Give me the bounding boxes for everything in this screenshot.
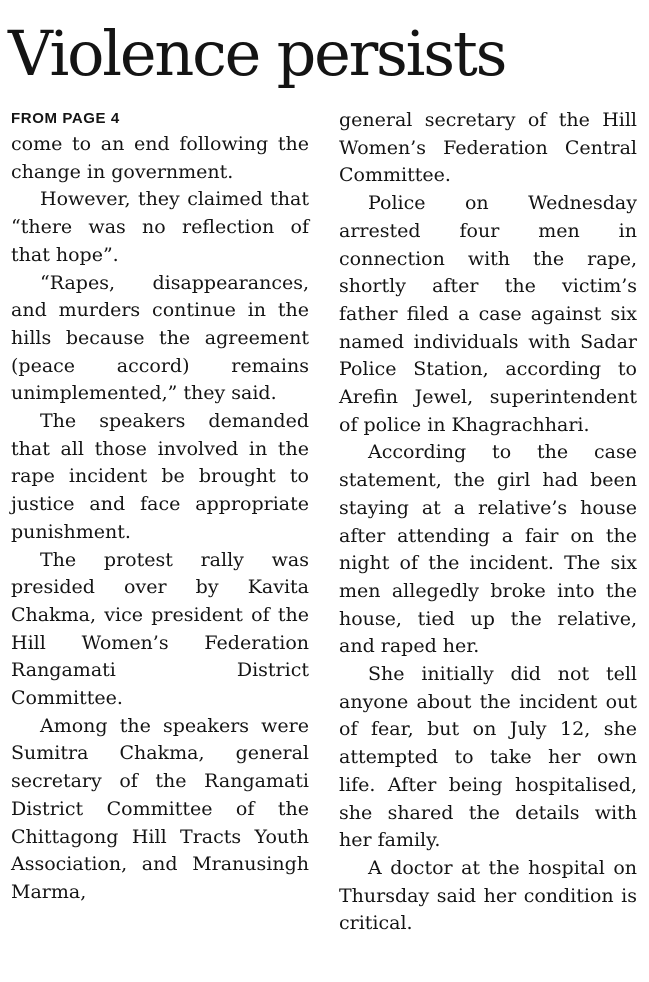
paragraph: The protest rally was presided over by Kavita Chakma, vice president of the Hill Women’s Federation Rangamati District Committee. — [11, 548, 309, 710]
paragraph: Among the speakers were Sumitra Chakma, general secretary of the Rangamati District Committee of the Chittagong Hill Tracts Youth Association, and Mranusingh Marma, — [11, 714, 309, 903]
headline: Violence persists — [8, 17, 506, 90]
paragraph: The speakers demanded that all those involved in the rape incident be brought to justice and face appropriate punishment. — [11, 410, 309, 543]
paragraph: come to an end following the change in government. — [11, 133, 309, 183]
left-column — [11, 131, 309, 907]
continuation-kicker: FROM PAGE 4 — [11, 110, 120, 127]
paragraph: However, they claimed that “there was no reflection of that hope”. — [11, 188, 309, 266]
paragraph: A doctor at the hospital on Thursday said her condition is critical. — [339, 856, 637, 935]
right-column — [339, 107, 637, 938]
paragraph: “Rapes, disappearances, and murders continue in the hills because the agreement (peace accord) remains unimplemented,” they said. — [11, 271, 309, 405]
paragraph: Police on Wednesday arrested four men in connection with the rape, shortly after the victim’s father filed a case against six named individuals with Sadar Police Station, according to Arefin Jewel, superintendent of police in Khagrachhari. — [339, 192, 637, 436]
paragraph: general secretary of the Hill Women’s Federation Central Committee. — [339, 109, 637, 187]
paragraph: According to the case statement, the girl had been staying at a relative’s house after attending a fair on the night of the incident. The six men allegedly broke into the house, tied up the relative, and raped her. — [339, 441, 637, 658]
paragraph: She initially did not tell anyone about the incident out of fear, but on July 12, she attempted to take her own life. After being hospitalised, she shared the details with her family. — [339, 663, 637, 852]
